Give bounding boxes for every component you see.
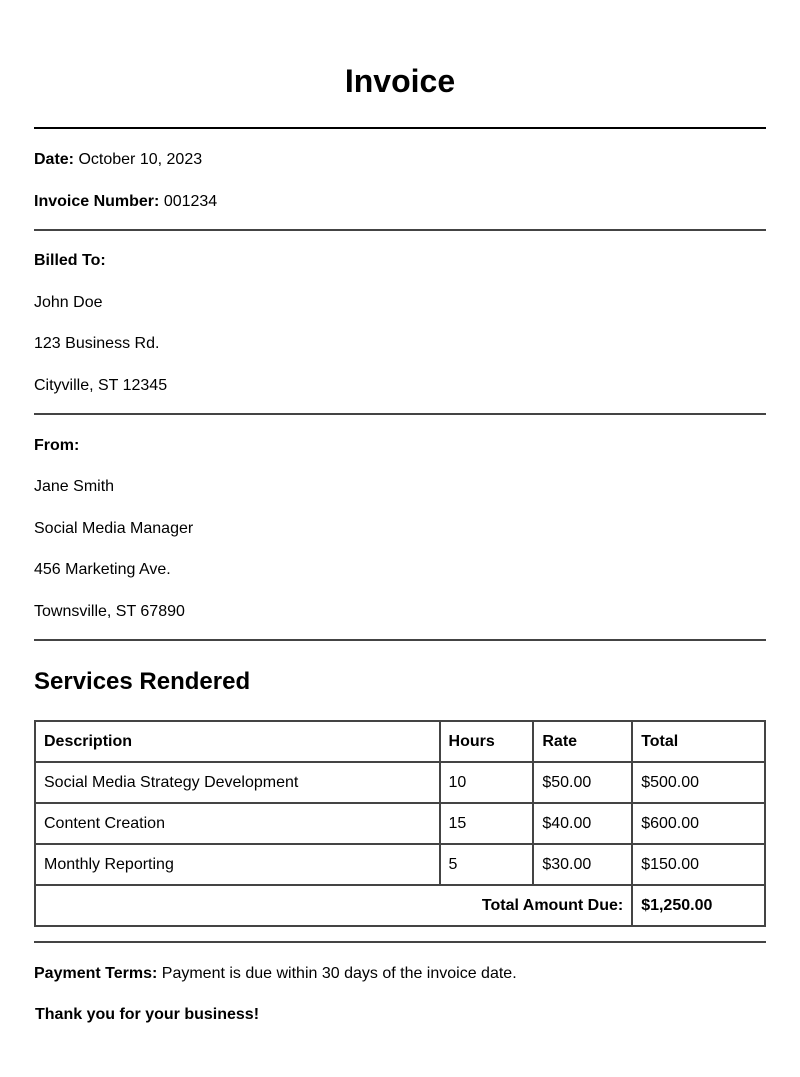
divider: [34, 229, 766, 231]
invoice-number-label: Invoice Number:: [34, 193, 160, 210]
total-row: [35, 885, 765, 926]
invoice-date: [34, 150, 202, 170]
billed-to-street: 123 Business Rd.: [34, 335, 160, 352]
payment-terms-text: Payment is due within 30 days of the invoice date.: [161, 965, 517, 982]
from-street: 456 Marketing Ave.: [34, 561, 171, 578]
services-heading: Services Rendered: [34, 668, 251, 695]
column-header-hours: Hours: [440, 721, 534, 762]
row-description: Social Media Strategy Development: [35, 762, 440, 803]
services-table: [34, 720, 766, 927]
divider: [34, 127, 766, 129]
row-rate: $30.00: [533, 844, 632, 885]
column-header-description: Description: [35, 721, 440, 762]
total-amount-value: $1,250.00: [632, 885, 765, 926]
billed-to-city: Cityville, ST 12345: [34, 377, 168, 394]
total-amount-label: Total Amount Due:: [35, 885, 632, 926]
date-value: October 10, 2023: [78, 151, 203, 168]
table-header-row: [35, 721, 765, 762]
column-header-total: Total: [632, 721, 765, 762]
divider: [34, 941, 766, 943]
column-header-rate: Rate: [533, 721, 632, 762]
row-description: Content Creation: [35, 803, 440, 844]
row-rate: $40.00: [533, 803, 632, 844]
row-rate: $50.00: [533, 762, 632, 803]
row-total: $500.00: [632, 762, 765, 803]
divider: [34, 639, 766, 641]
divider: [34, 413, 766, 415]
row-hours: 15: [440, 803, 534, 844]
from-name: Jane Smith: [34, 478, 115, 495]
date-label: Date:: [34, 151, 75, 168]
billed-to-heading: Billed To:: [34, 252, 106, 269]
table-row: [35, 844, 765, 885]
thank-you-note: Thank you for your business!: [35, 1006, 260, 1023]
invoice-number: [34, 192, 217, 212]
row-description: Monthly Reporting: [35, 844, 440, 885]
from-city: Townsville, ST 67890: [34, 603, 185, 620]
from-heading: From:: [34, 437, 80, 454]
row-total: $150.00: [632, 844, 765, 885]
row-hours: 10: [440, 762, 534, 803]
from-role: Social Media Manager: [34, 520, 194, 537]
invoice-title: Invoice: [344, 63, 456, 99]
payment-terms-label: Payment Terms:: [34, 965, 158, 982]
table-row: [35, 762, 765, 803]
row-hours: 5: [440, 844, 534, 885]
payment-terms: [34, 964, 517, 984]
row-total: $600.00: [632, 803, 765, 844]
billed-to-name: John Doe: [34, 294, 103, 311]
table-row: [35, 803, 765, 844]
invoice-number-value: 001234: [163, 193, 218, 210]
